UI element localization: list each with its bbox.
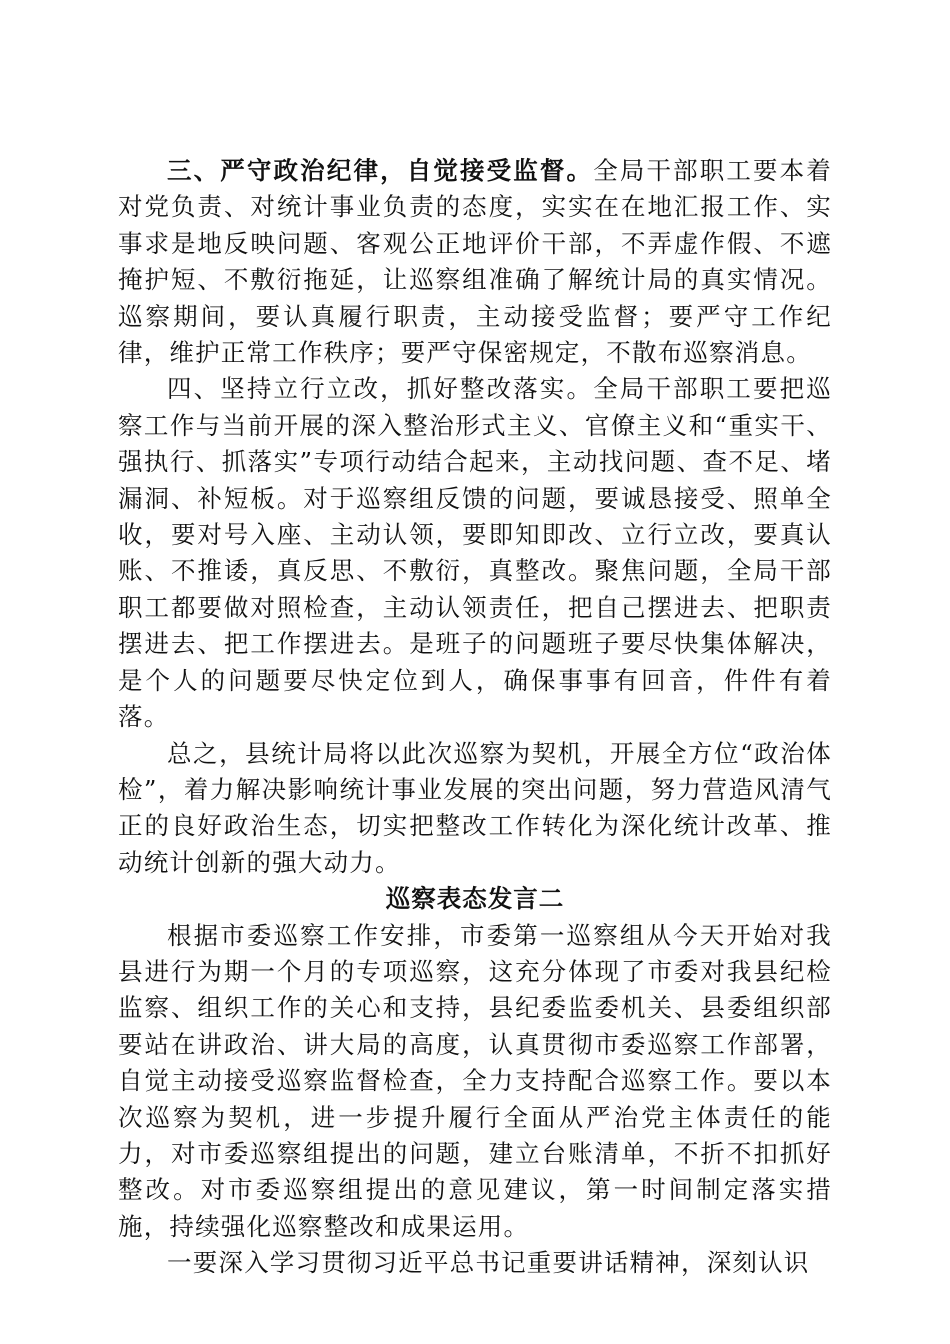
- paragraph-political-discipline: [118, 153, 832, 371]
- paragraph-text: 全局干部职工要本着对党负责、对统计事业负责的态度，实实在在地汇报工作、实事求是地反映问题、客观公正地评价干部，不弄虚作假、不遮掩护短、不敷衍拖延，让巡察组准确了解统计局的真实情况。巡察期间，要认真履行职责，主动接受监督；要严守工作纪律，维护正常工作秩序；要严守保密规定，不散布巡察消息。: [118, 156, 832, 368]
- paragraph-inspection-arrangement: 根据市委巡察工作安排，市委第一巡察组从今天开始对我县进行为期一个月的专项巡察，这充分体现了市委对我县纪检监察、组织工作的关心和支持，县纪委监委机关、县委组织部要站在讲政治、讲大局的高度，认真贯彻市委巡察工作部署，自觉主动接受巡察监督检查，全力支持配合巡察工作。要以本次巡察为契机，进一步提升履行全面从严治党主体责任的能力，对市委巡察组提出的问题，建立台账清单，不折不扣抓好整改。对市委巡察组提出的意见建议，第一时间制定落实措施，持续强化巡察整改和成果运用。: [118, 920, 832, 1241]
- paragraph-summary: 总之，县统计局将以此次巡察为契机，开展全方位“政治体检”，着力解决影响统计事业发展的突出问题，努力营造风清气正的良好政治生态，切实把整改工作转化为深化统计改革、推动统计创新的强大动力。: [118, 738, 832, 877]
- paragraph-lead-heading: 三、严守政治纪律，自觉接受监督。: [167, 156, 594, 185]
- document-body: [118, 153, 832, 1282]
- paragraph-rectification: 四、坚持立行立改，抓好整改落实。全局干部职工要把巡察工作与当前开展的深入整治形式主义、官僚主义和“重实干、强执行、抓落实”专项行动结合起来，主动找问题、查不足、堵漏洞、补短板。对于巡察组反馈的问题，要诚恳接受、照单全收，要对号入座、主动认领，要即知即改、立行立改，要真认账、不推诿，真反思、不敷衍，真整改。聚焦问题，全局干部职工都要做对照检查，主动认领责任，把自己摆进去、把职责摆进去、把工作摆进去。是班子的问题班子要尽快集体解决，是个人的问题要尽快定位到人，确保事事有回音，件件有着落。: [118, 374, 832, 732]
- section-title: 巡察表态发言二: [385, 884, 565, 914]
- paragraph-first-requirement: 一要深入学习贯彻习近平总书记重要讲话精神，深刻认识: [167, 1248, 810, 1278]
